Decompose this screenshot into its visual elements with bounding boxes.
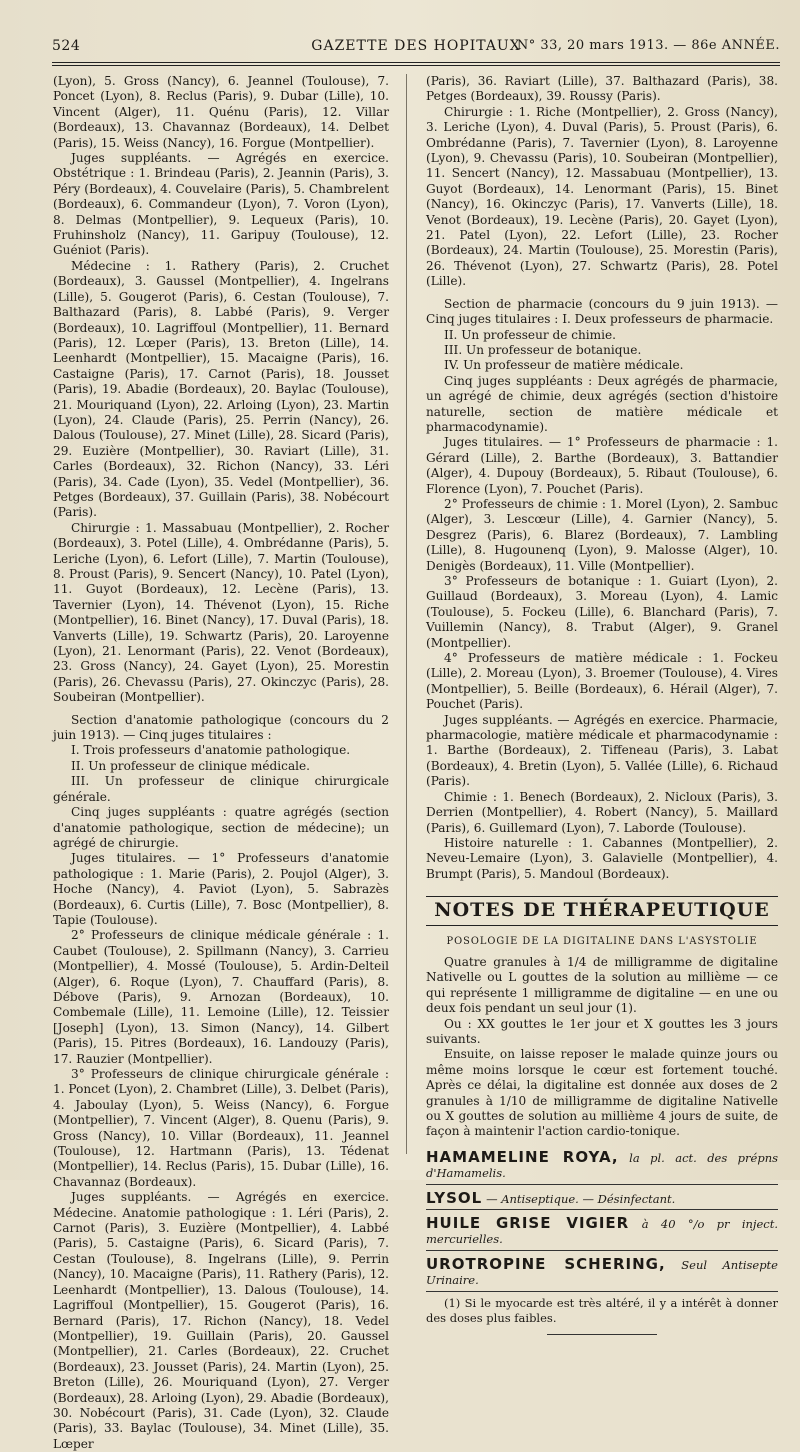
ad-tagline: la pl. act. des prépns d'Hamamelis. [426, 1150, 778, 1181]
paragraph: III. Un professeur de botanique. [444, 342, 642, 357]
paragraph: Histoire naturelle : 1. Cabannes (Montpellier), 2. Neveu-Lemaire (Lyon), 3. Galavielle (Montpellier), 4. Brumpt (Paris), 5. Mandoul (Bordeaux). [426, 835, 778, 881]
advertisements [426, 1148, 778, 1292]
paragraph: 2° Professeurs de clinique médicale générale : 1. Caubet (Toulouse), 2. Spillmann (Nancy), 3. Carrieu (Montpellier), 4. Mossé (Toulouse), 5. Ardin-Delteil (Alger), 6. Roque (Lyon), 7. Chauffard (Paris), 8. Débove (Paris), 9. Arnozan (Bordeaux), 10. Combemale (Lille), 11. Lemoine (Lille), 12. Teissier [Joseph] (Lyon), 13. Simon (Nancy), 14. Gilbert (Paris), 15. Pitres (Bordeaux), 16. Landouzy (Paris), 17. Rauzier (Montpellier). [53, 928, 389, 1066]
paragraph: Juges titulaires. — 1° Professeurs de pharmacie : 1. Gérard (Lille), 2. Barthe (Bordeaux), 3. Battandier (Alger), 4. Dupouy (Bordeaux), 5. Ribaut (Toulouse), 6. Florence (Lyon), 7. Pouchet (Paris). [426, 435, 778, 496]
paragraph: Section d'anatomie pathologique (concours du 2 juin 1913). — Cinq juges titulaires : [53, 712, 389, 743]
paragraph: Juges suppléants. — Agrégés en exercice. Médecine. Anatomie pathologique : 1. Léri (Paris), 2. Carnot (Paris), 3. Euzière (Montpellier), 4. Labbé (Paris), 5. Castaigne (Paris), 6. Sicard (Paris), 7. Cestan (Toulouse), 8. Ingelrans (Lille), 9. Perrin (Nancy), 10. Macaigne (Paris), 11. Rathery (Paris), 12. Leenhardt (Montpellier), 13. Dalous (Toulouse), 14. Lagriffoul (Montpellier), 15. Gougerot (Paris), 16. Bernard (Paris), 17. Richon (Nancy), 18. Vedel (Montpellier), 19. Guillain (Paris), 20. Gaussel (Montpellier), 21. Carles (Bordeaux), 22. Cruchet (Bordeaux), 23. Jousset (Paris), 24. Martin (Lyon), 25. Breton (Lille), 26. Mouriquand (Lyon), 27. Verger (Bordeaux), 28. Arloing (Lyon), 29. Abadie (Bordeaux), 30. Nobécourt (Paris), 31. Cade (Lyon), 32. Claude (Paris), 33. Baylac (Toulouse), 34. Minet (Lille), 35. Lœper [53, 1190, 389, 1451]
ad-brand: LYSOL [426, 1188, 483, 1207]
paragraph: I. Trois professeurs d'anatomie pathologique. [71, 743, 351, 758]
ad-hamameline [426, 1148, 778, 1185]
paragraph: Juges titulaires. — 1° Professeurs d'anatomie pathologique : 1. Marie (Paris), 2. Poujol (Alger), 3. Hoche (Nancy), 4. Paviot (Lyon), 5. Sabrazès (Bordeaux), 6. Curtis (Lille), 7. Bosc (Montpellier), 8. Tapie (Toulouse). [53, 851, 389, 927]
ad-brand: UROTROPINE SCHERING, [426, 1254, 666, 1273]
paragraph: Chirurgie : 1. Massabuau (Montpellier), 2. Rocher (Bordeaux), 3. Potel (Lille), 4. Ombrédanne (Paris), 5. Leriche (Lyon), 6. Lefort (Lille), 7. Martin (Toulouse), 8. Proust (Paris), 9. Sencert (Nancy), 10. Patel (Lyon), 11. Guyot (Bordeaux), 12. Lecène (Paris), 13. Tavernier (Lyon), 14. Thévenot (Lyon), 15. Riche (Montpellier), 16. Binet (Nancy), 17. Duval (Paris), 18. Vanverts (Lille), 19. Schwartz (Paris), 20. Laroyenne (Lyon), 21. Lenormant (Paris), 22. Venot (Bordeaux), 23. Gross (Nancy), 24. Gayet (Lyon), 25. Morestin (Paris), 26. Chevassu (Paris), 27. Okinczyc (Paris), 28. Soubeiran (Montpellier). [53, 520, 389, 705]
paragraph: II. Un professeur de clinique médicale. [71, 758, 311, 773]
paragraph: Juges suppléants. — Agrégés en exercice. Pharmacie, pharmacologie, matière médicale et pharmacodynamie : 1. Barthe (Bordeaux), 2. Tiffeneau (Paris), 3. Labat (Bordeaux), 4. Bretin (Lyon), 5. Vallée (Lille), 6. Richaud (Paris). [426, 712, 778, 789]
footnote: (1) Si le myocarde est très altéré, il y a intérêt à donner des doses plus faibles. [426, 1295, 778, 1326]
ad-tagline: à 40 °/o pr inject. mercurielles. [426, 1217, 778, 1247]
right-column [426, 74, 778, 1335]
paragraph: IV. Un professeur de matière médicale. [444, 358, 684, 373]
paragraph: Cinq juges suppléants : quatre agrégés (section d'anatomie pathologique, section de médecine); un agrégé de chirurgie. [53, 805, 389, 850]
paragraph: Chimie : 1. Benech (Bordeaux), 2. Nicloux (Paris), 3. Derrien (Montpellier), 4. Robert (Nancy), 5. Maillard (Paris), 6. Guillemard (Lyon), 7. Laborde (Toulouse). [426, 789, 778, 835]
paragraph: Cinq juges suppléants : Deux agrégés de pharmacie, un agrégé de chimie, deux agrégés (section d'histoire naturelle, section de matière médicale et pharmacodynamie). [426, 373, 778, 434]
page-number: 524 [52, 38, 81, 54]
page-header [52, 34, 780, 60]
ad-tagline: — Antiseptique. — Désinfectant. [486, 1191, 676, 1206]
footnote-rule [547, 1334, 657, 1335]
paragraph: Quatre granules à 1/4 de milligramme de digitaline Nativelle ou L gouttes de la solution au millième — ce qui représente 1 milligramme de digitaline — en une ou deux fois pendant un seul jour (1). [426, 954, 778, 1016]
column-divider [406, 74, 407, 1154]
paragraph: (Paris), 36. Raviart (Lille), 37. Balthazard (Paris), 38. Petges (Bordeaux), 39. Roussy (Paris). [426, 74, 778, 104]
paragraph: Chirurgie : 1. Riche (Montpellier), 2. Gross (Nancy), 3. Leriche (Lyon), 4. Duval (Paris), 5. Proust (Paris), 6. Ombrédanne (Paris), 7. Tavernier (Lyon), 8. Laroyenne (Lyon), 9. Chevassu (Paris), 10. Soubeiran (Montpellier), 11. Sencert (Nancy), 12. Massabuau (Montpellier), 13. Guyot (Bordeaux), 14. Lenormant (Paris), 15. Binet (Nancy), 16. Okinczyc (Paris), 17. Vanverts (Lille), 18. Venot (Bordeaux), 19. Lecène (Paris), 20. Gayet (Lyon), 21. Patel (Lyon), 22. Lefort (Lille), 23. Rocher (Bordeaux), 24. Martin (Toulouse), 25. Morestin (Paris), 26. Thévenot (Lyon), 27. Schwartz (Paris), 28. Potel (Lille). [426, 104, 778, 289]
header-rule-secondary [52, 65, 780, 66]
paragraph: 4° Professeurs de matière médicale : 1. Fockeu (Lille), 2. Moreau (Lyon), 3. Broemer (Toulouse), 4. Vires (Montpellier), 5. Beille (Bordeaux), 6. Hérail (Alger), 7. Pouchet (Paris). [426, 651, 778, 712]
ad-urotropine [426, 1255, 778, 1292]
section-title: NOTES DE THÉRAPEUTIQUE [426, 896, 778, 925]
left-column [53, 74, 389, 1452]
paragraph: 2° Professeurs de chimie : 1. Morel (Lyon), 2. Sambuc (Alger), 3. Lescœur (Lille), 4. Garnier (Nancy), 5. Desgrez (Paris), 6. Blarez (Bordeaux), 7. Lambling (Lille), 8. Hugounenq (Lyon), 9. Malosse (Alger), 10. Denigès (Bordeaux), 11. Ville (Montpellier). [426, 496, 778, 573]
ad-lysol [426, 1189, 778, 1210]
paragraph: Médecine : 1. Rathery (Paris), 2. Cruchet (Bordeaux), 3. Gaussel (Montpellier), 4. Ingelrans (Lille), 5. Gougerot (Paris), 6. Cestan (Toulouse), 7. Balthazard (Paris), 8. Labbé (Paris), 9. Verger (Bordeaux), 10. Lagriffoul (Montpellier), 11. Bernard (Paris), 12. Lœper (Paris), 13. Breton (Lille), 14. Leenhardt (Montpellier), 15. Macaigne (Paris), 16. Castaigne (Paris), 17. Carnot (Paris), 18. Jousset (Paris), 19. Abadie (Bordeaux), 20. Baylac (Toulouse), 21. Mouriquand (Lyon), 22. Arloing (Lyon), 23. Martin (Lyon), 24. Claude (Paris), 25. Perrin (Nancy), 26. Dalous (Toulouse), 27. Minet (Lille), 28. Sicard (Paris), 29. Euzière (Montpellier), 30. Raviart (Lille), 31. Carles (Bordeaux), 32. Richon (Nancy), 33. Léri (Paris), 34. Cade (Lyon), 35. Vedel (Montpellier), 36. Petges (Bordeaux), 37. Guillain (Paris), 38. Nobécourt (Paris). [53, 258, 389, 520]
paragraph: Juges suppléants. — Agrégés en exercice. Obstétrique : 1. Brindeau (Paris), 2. Jeannin (Paris), 3. Péry (Bordeaux), 4. Couvelaire (Paris), 5. Chambrelent (Bordeaux), 6. Commandeur (Lyon), 7. Voron (Lyon), 8. Delmas (Montpellier), 9. Lequeux (Paris), 10. Fruhinsholz (Nancy), 11. Garipuy (Toulouse), 12. Guéniot (Paris). [53, 151, 389, 258]
paragraph: (Lyon), 5. Gross (Nancy), 6. Jeannel (Toulouse), 7. Poncet (Lyon), 8. Reclus (Paris), 9. Dubar (Lille), 10. Vincent (Alger), 11. Quénu (Paris), 12. Villar (Bordeaux), 13. Chavannaz (Bordeaux), 14. Delbet (Paris), 15. Weiss (Nancy), 16. Forgue (Montpellier). [53, 74, 389, 150]
ad-huile-grise [426, 1214, 778, 1251]
paragraph: Ensuite, on laisse reposer le malade quinze jours ou même moins lorsque le cœur est fortement touché. Après ce délai, la digitaline est donnée aux doses de 2 granules à 1/10 de milligramme de digitaline Nativelle ou X gouttes de solution au millième 4 jours de suite, de façon à maintenir l'action cardio-tonique. [426, 1047, 778, 1139]
issue-info: N° 33, 20 mars 1913. — 86e ANNÉE. [516, 38, 780, 53]
paragraph: III. Un professeur de clinique chirurgicale générale. [53, 774, 389, 804]
paragraph: II. Un professeur de chimie. [444, 327, 616, 342]
ad-tagline: Seul Antisepte Urinaire. [426, 1257, 778, 1288]
paragraph: Ou : XX gouttes le 1er jour et X gouttes les 3 jours suivants. [426, 1016, 778, 1046]
header-rule [52, 62, 780, 63]
ad-brand: HAMAMELINE ROYA, [426, 1147, 619, 1166]
paragraph: Section de pharmacie (concours du 9 juin 1913). — Cinq juges titulaires : I. Deux professeurs de pharmacie. [426, 296, 778, 327]
subsection-title: POSOLOGIE DE LA DIGITALINE DANS L'ASYSTOLIE [446, 935, 758, 947]
journal-title: GAZETTE DES HOPITAUX [311, 38, 521, 54]
paragraph: 3° Professeurs de botanique : 1. Guiart (Lyon), 2. Guillaud (Bordeaux), 3. Moreau (Lyon), 4. Lamic (Toulouse), 5. Fockeu (Lille), 6. Blanchard (Paris), 7. Vuillemin (Nancy), 8. Trabut (Alger), 9. Granel (Montpellier). [426, 574, 778, 650]
paragraph: 3° Professeurs de clinique chirurgicale générale : 1. Poncet (Lyon), 2. Chambret (Lille), 3. Delbet (Paris), 4. Jaboulay (Lyon), 5. Weiss (Nancy), 6. Forgue (Montpellier), 7. Vincent (Alger), 8. Quenu (Paris), 9. Gross (Nancy), 10. Villar (Bordeaux), 11. Jeannel (Toulouse), 12. Hartmann (Paris), 13. Tédenat (Montpellier), 14. Reclus (Paris), 15. Dubar (Lille), 16. Chavannaz (Bordeaux). [53, 1067, 389, 1189]
ad-brand: HUILE GRISE VIGIER [426, 1214, 630, 1233]
